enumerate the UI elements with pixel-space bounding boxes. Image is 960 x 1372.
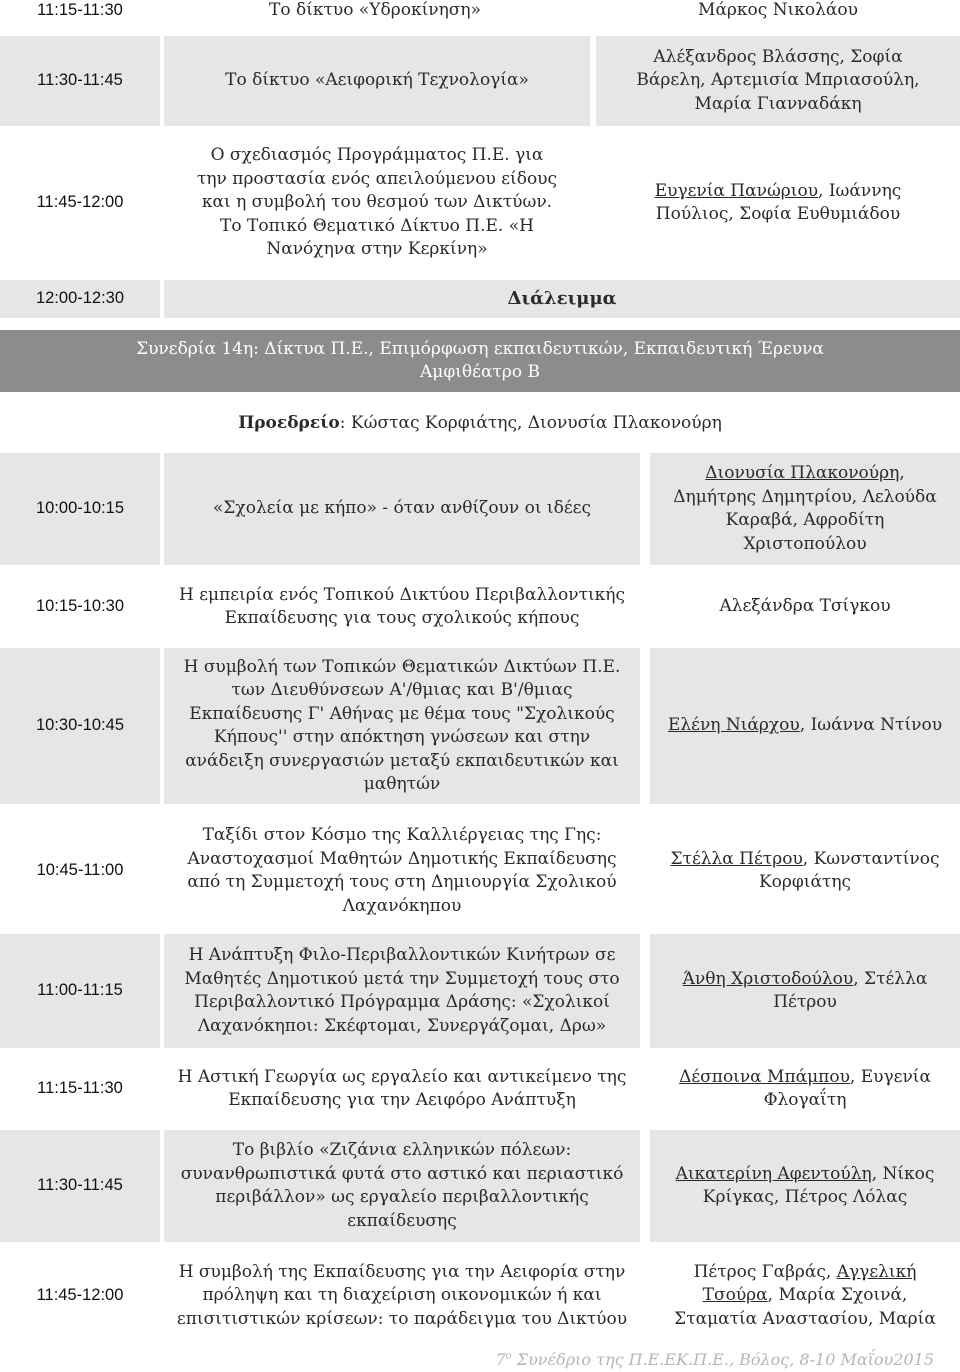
talk-title: Η Αστική Γεωργία ως εργαλείο και αντικείμενο της Εκπαίδευσης για την Αειφόρο Ανάπτυξη [177, 1066, 627, 1110]
speakers: Μάρκος Νικολάου [698, 0, 858, 21]
talk-title: Ταξίδι στον Κόσμο της Καλλιέργειας της Γης: Αναστοχασμοί Μαθητών Δημοτικής Εκπαίδευσης από τη Συμμετοχή τους στη Δημιουργία Σχολικού Λαχανόκηπου [187, 825, 617, 916]
session-room: Αμφιθέατρο Β [420, 362, 540, 382]
talk-title: Η Ανάπτυξη Φιλο-Περιβαλλοντικών Κινήτρων σε Μαθητές Δημοτικού μετά την Συμμετοχή τους στο Περιβαλλοντικό Πρόγραμμα Δράσης: «Σχολικοί Λαχανόκηποι: Σκέφτομαι, Συνεργάζομαι, Δρω» [164, 934, 640, 1048]
break-row [0, 280, 960, 318]
time-cell: 10:15-10:30 [35, 597, 125, 616]
session-title: Συνεδρία 14η: Δίκτυα Π.Ε., Επιμόρφωση εκπαιδευτικών, Εκπαιδευτική Έρευνα [136, 339, 824, 359]
talk-title: Η συμβολή της Εκπαίδευσης για την Αειφορία στην πρόληψη και τη διαχείριση οικονομικών ή και επισιτιστικών κρίσεων: το παράδειγμα του Δικτύου [176, 1261, 628, 1329]
time-cell: 12:00-12:30 [0, 280, 160, 318]
time-cell: 11:45-12:00 [36, 1286, 124, 1305]
speakers [596, 140, 960, 266]
time-cell: 11:30-11:45 [0, 1130, 160, 1242]
first-author: Πέτρος Γαβράς, [693, 1261, 837, 1282]
table-row [0, 1130, 960, 1242]
speakers [650, 934, 960, 1048]
talk-title: Η εμπειρία ενός Τοπικού Δικτύου Περιβαλλοντικής Εκπαίδευσης για τους σχολικούς κήπους [179, 584, 625, 628]
talk-title: «Σχολεία με κήπο» - όταν ανθίζουν οι ιδέες [164, 453, 640, 565]
speakers [650, 816, 960, 926]
co-authors: , Ευγενία Φλογαΐτη [763, 1066, 931, 1110]
speakers [650, 648, 960, 804]
time-cell: 10:45-11:00 [36, 861, 124, 880]
speakers [650, 453, 960, 565]
co-authors: , Ιωάννης Πούλιος, Σοφία Ευθυμιάδου [655, 180, 902, 224]
session-header [0, 330, 960, 392]
presenting-author: Ελένη Νιάρχου [667, 715, 800, 736]
time-cell: 11:00-11:15 [0, 934, 160, 1048]
co-authors: , Μαρία Σχοινά, Σταματία Αναστασίου, Μαρία [674, 1285, 936, 1329]
presenting-author: Άνθη Χριστοδούλου [682, 968, 854, 989]
presenting-author: Διονυσία Πλακονούρη [705, 463, 900, 483]
talk-title: Το δίκτυο «Αειφορική Τεχνολογία» [164, 36, 590, 126]
page-footer: $7^o$ Συνέδριο της Π.Ε.ΕΚ.Π.Ε., Βόλος, 8-10 Μαΐου2015 [495, 1350, 934, 1369]
chairs-label: Προεδρείο [238, 413, 340, 433]
co-authors: , Ιωάννα Ντίνου [799, 715, 943, 736]
chairs-line [0, 410, 960, 436]
time-cell: 11:15-11:30 [37, 1079, 123, 1098]
schedule-top-row-3 [0, 140, 960, 266]
co-authors: , Νίκος Κρίγκας, Πέτρος Λόλας [702, 1163, 935, 1207]
presenting-author: Στέλλα Πέτρου [670, 848, 803, 869]
co-authors: , Κωνσταντίνος Κορφιάτης [758, 848, 940, 892]
table-row [0, 816, 960, 926]
schedule-top-row-1 [0, 0, 960, 22]
speakers [650, 570, 960, 644]
co-authors: , Στέλλα Πέτρου [773, 968, 928, 1012]
table-row [0, 570, 960, 644]
chairs-names: : Κώστας Κορφιάτης, Διονυσία Πλακονούρη [339, 413, 722, 433]
time-cell: 11:15-11:30 [37, 1, 123, 20]
table-row [0, 648, 960, 804]
talk-title: Ο σχεδιασμός Προγράμματος Π.Ε. για την προστασία ενός απειλούμενου είδους και η συμβολή του θεσμού των Δικτύων. Το Τοπικό Θεματικό Δίκτυο Π.Ε. «Η Νανόχηνα στην Κερκίνη» [196, 145, 558, 260]
presenting-author: Αγγελική Τσούρα [702, 1261, 917, 1306]
presenting-author: Αικατερίνη Αφεντούλη [675, 1163, 872, 1184]
table-row [0, 1254, 960, 1338]
speakers [650, 1254, 960, 1338]
table-row [0, 1056, 960, 1122]
time-cell: 11:30-11:45 [0, 36, 160, 126]
talk-title: Το δίκτυο «Υδροκίνηση» [269, 0, 481, 21]
break-label: Διάλειμμα [164, 280, 960, 318]
table-row [0, 453, 960, 565]
co-authors: Αλεξάνδρα Τσίγκου [719, 596, 891, 617]
schedule-top-row-2 [0, 36, 960, 126]
speakers [650, 1130, 960, 1242]
speakers [650, 1056, 960, 1122]
time-cell: 10:00-10:15 [0, 453, 160, 565]
talk-title: Το βιβλίο «Ζιζάνια ελληνικών πόλεων: συνανθρωπιστικά φυτά στο αστικό και περιαστικό περιβάλλον» ως εργαλείο περιβαλλοντικής εκπαίδευσης [164, 1130, 640, 1242]
time-cell: 11:45-12:00 [36, 193, 124, 212]
speakers: Αλέξανδρος Βλάσσης, Σοφία Βάρελη, Αρτεμισία Μπριασούλη, Μαρία Γιανναδάκη [596, 36, 960, 126]
table-row [0, 934, 960, 1048]
presenting-author: Ευγενία Πανώριου [654, 180, 819, 201]
talk-title: Η συμβολή των Τοπικών Θεματικών Δικτύων Π.Ε. των Διευθύνσεων Α'/θμιας και Β'/θμιας Εκπαίδευσης Γ' Αθήνας με θέμα τους "Σχολικούς Κήπους'' στην απόκτηση γνώσεων και στην ανάδειξη συνεργασιών μεταξύ εκπαιδευτικών και μαθητών [164, 648, 640, 804]
time-cell: 10:30-10:45 [0, 648, 160, 804]
co-authors: , Δημήτρης Δημητρίου, Λελούδα Καραβά, Αφροδίτη Χριστοπούλου [673, 463, 937, 554]
presenting-author: Δέσποινα Μπάμπου [679, 1066, 850, 1087]
